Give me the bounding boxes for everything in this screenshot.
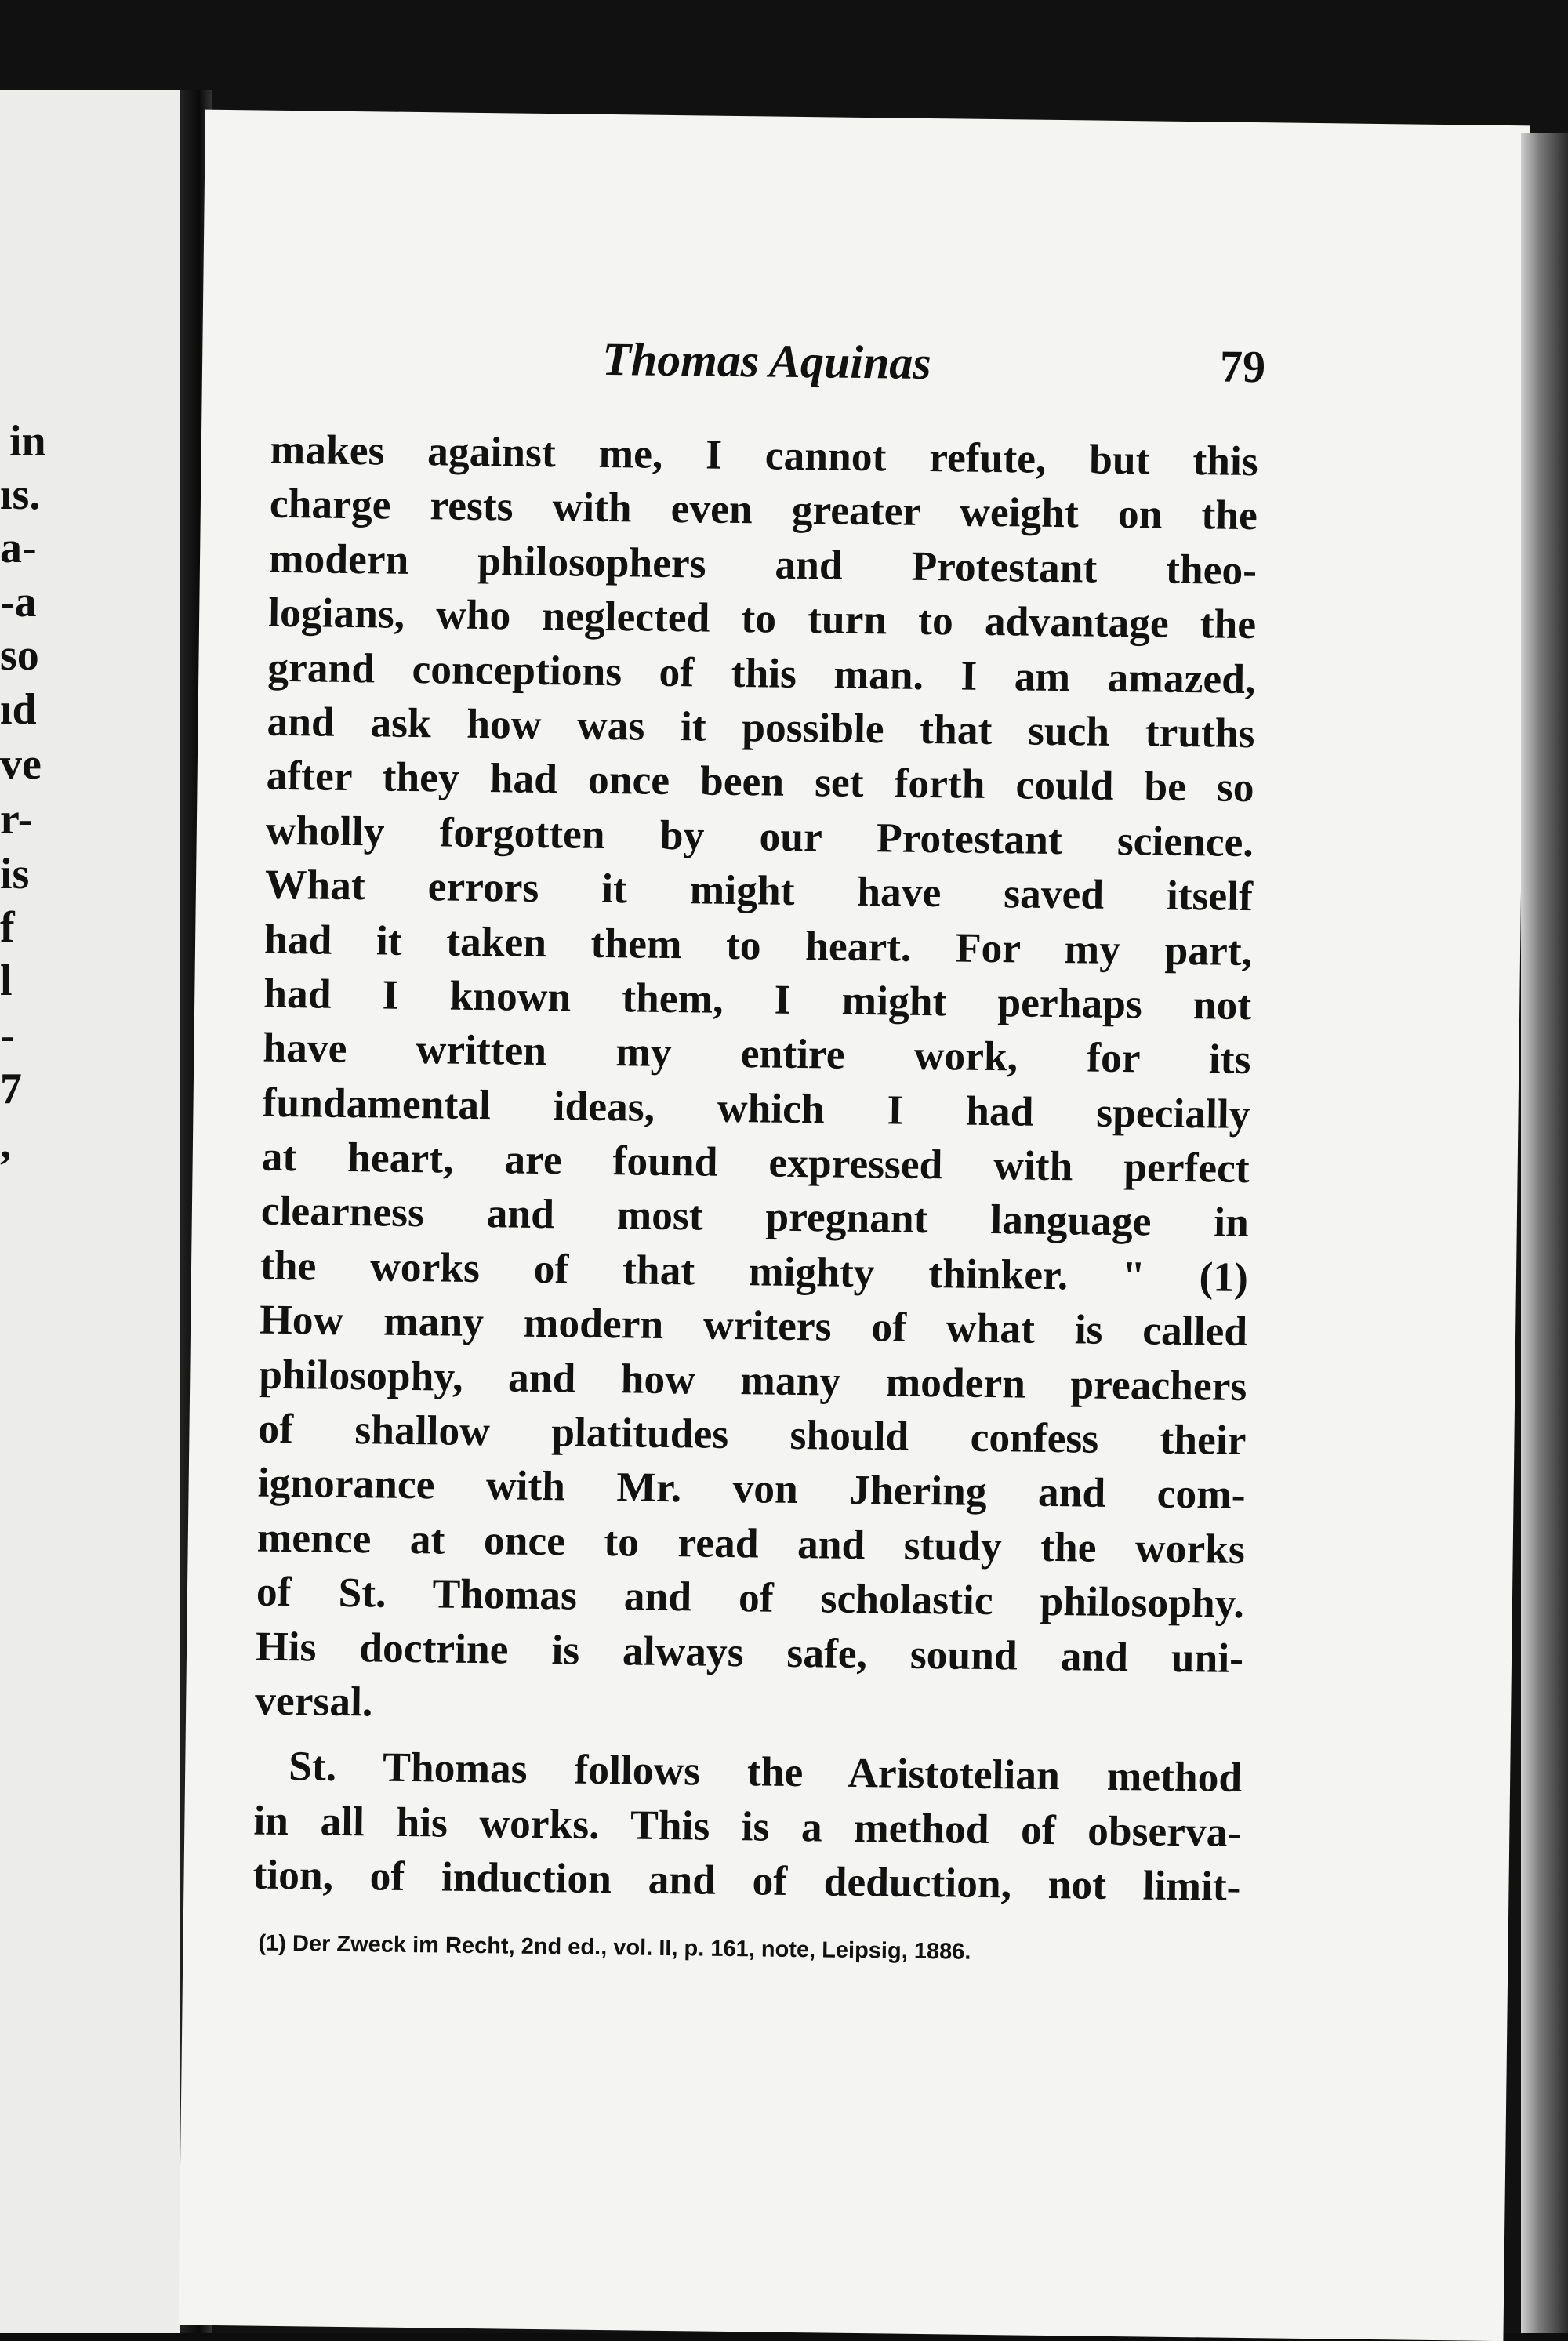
text-line: How many modern writers of what is called bbox=[259, 1295, 1248, 1356]
text-line: logians, who neglected to turn to advantage the bbox=[267, 588, 1257, 648]
left-page-fragment: - bbox=[0, 1011, 15, 1060]
text-line: His doctrine is always safe, sound and uni- bbox=[255, 1622, 1244, 1682]
text-line: in all his works. This is a method of observa- bbox=[253, 1796, 1242, 1856]
left-page-fragment: l bbox=[0, 956, 13, 1005]
text-line: grand conceptions of this man. I am amazed, bbox=[267, 643, 1256, 702]
text-line: charge rests with even greater weight on the bbox=[269, 480, 1258, 539]
text-line: at heart, are found expressed with perfect bbox=[261, 1132, 1250, 1192]
text-line: had I known them, I might perhaps not bbox=[263, 969, 1252, 1029]
left-page-fragment: is bbox=[0, 850, 30, 898]
text-line: mence at once to read and study the works bbox=[256, 1513, 1246, 1573]
text-line: wholly forgotten by our Protestant science. bbox=[265, 806, 1254, 866]
text-line: modern philosophers and Protestant theo- bbox=[268, 534, 1258, 593]
text-line: of shallow platitudes should confess their bbox=[258, 1404, 1247, 1464]
left-page-fragment: ıs. bbox=[0, 470, 41, 519]
text-line: after they had once been set forth could be so bbox=[266, 752, 1254, 811]
text-line: philosophy, and how many modern preachers bbox=[259, 1350, 1247, 1410]
text-line: the works of that mighty thinker. " (1) bbox=[260, 1241, 1249, 1301]
left-page-fragment: so bbox=[0, 631, 39, 680]
body-text bbox=[252, 423, 1258, 1915]
page-number: 79 bbox=[1219, 340, 1266, 393]
left-page-fragment: r- bbox=[0, 795, 33, 844]
page-stack-edge bbox=[1521, 133, 1568, 2333]
text-line: fundamental ideas, which I had specially bbox=[262, 1078, 1250, 1138]
left-page-fragment: , bbox=[0, 1120, 11, 1168]
text-line: had it taken them to heart. For my part, bbox=[263, 915, 1253, 975]
running-head: Thomas Aquinas bbox=[601, 332, 932, 390]
text-line: What errors it might have saved itself bbox=[264, 860, 1254, 920]
left-page-fragment: 7 bbox=[0, 1065, 22, 1113]
left-page-fragment: -a bbox=[0, 578, 37, 626]
left-page-fragment: ve bbox=[0, 740, 42, 789]
footnote: (1) Der Zweck im Recht, 2nd ed., vol. II, p. 161, note, Leipsig, 1886. bbox=[258, 1930, 971, 1965]
text-line: makes against me, I cannot refute, but this bbox=[270, 425, 1259, 485]
text-line: tion, of induction and of deduction, not limit- bbox=[252, 1850, 1241, 1911]
text-line: versal. bbox=[254, 1676, 373, 1726]
left-page-fragment: in bbox=[9, 417, 46, 466]
text-line: have written my entire work, for its bbox=[263, 1023, 1251, 1083]
text-line: of St. Thomas and of scholastic philosophy. bbox=[256, 1567, 1245, 1628]
text-line: clearness and most pregnant language in bbox=[260, 1187, 1250, 1247]
left-page-fragment: ıd bbox=[0, 685, 37, 734]
left-page-fragment: f bbox=[0, 903, 15, 952]
text-line: and ask how was it possible that such truths bbox=[267, 697, 1255, 757]
left-page-fragment: a- bbox=[0, 524, 37, 572]
previous-page-edge bbox=[0, 90, 187, 2333]
text-line: ignorance with Mr. von Jhering and com- bbox=[257, 1459, 1246, 1519]
text-line: St. Thomas follows the Aristotelian method bbox=[288, 1742, 1243, 1802]
book-page bbox=[179, 110, 1530, 2341]
